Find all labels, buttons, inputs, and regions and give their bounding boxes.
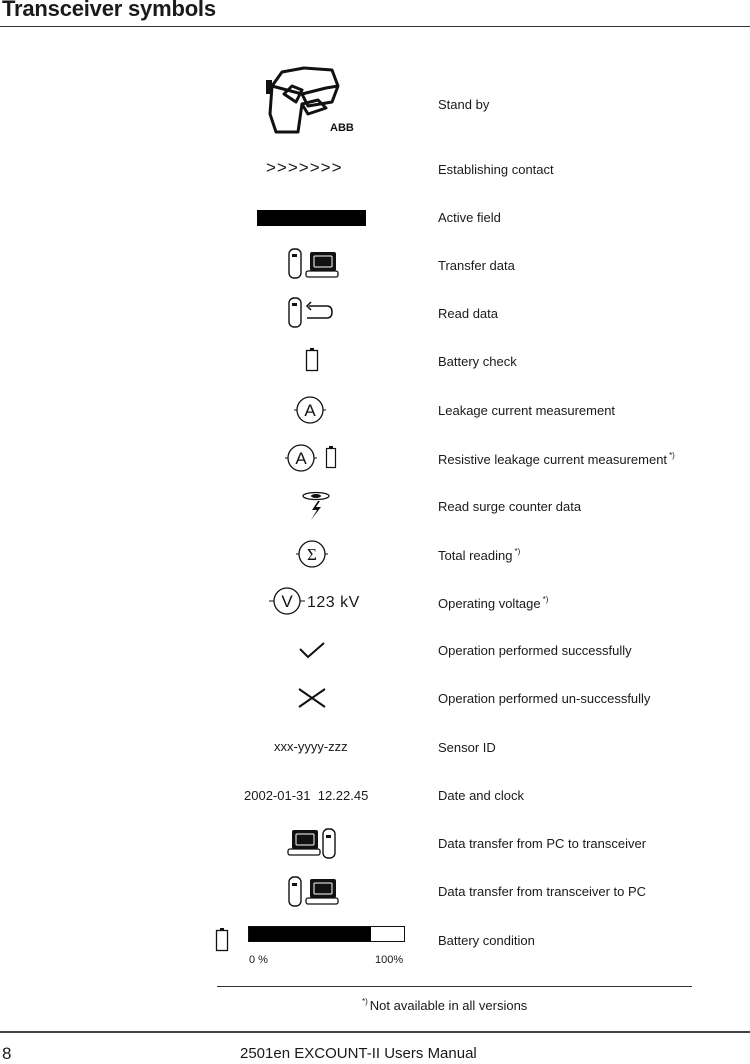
voltmeter-icon xyxy=(267,586,307,616)
label-read-data: Read data xyxy=(438,306,498,321)
title-divider xyxy=(0,26,750,27)
label-success: Operation performed successfully xyxy=(438,643,632,658)
surge-lightning-icon xyxy=(300,489,332,521)
svg-text:Σ: Σ xyxy=(307,545,317,564)
battery-level-fill xyxy=(249,927,371,941)
label-leakage-current: Leakage current measurement xyxy=(438,403,616,418)
svg-text:A: A xyxy=(304,401,316,420)
battery-icon xyxy=(305,347,321,373)
manual-title: 2501en EXCOUNT-II Users Manual xyxy=(240,1045,477,1062)
voltage-value: 123 kV xyxy=(307,594,360,611)
cross-icon xyxy=(296,686,328,710)
battery-level-bar xyxy=(248,926,405,942)
establishing-arrows: >>>>>>> xyxy=(266,158,343,177)
label-establishing-contact: Establishing contact xyxy=(438,162,554,177)
label-transfer-data: Transfer data xyxy=(438,258,515,273)
battery-condition-icon xyxy=(215,927,231,953)
pc-to-transceiver-icon xyxy=(286,826,342,862)
label-battery-check: Battery check xyxy=(438,354,517,369)
checkmark-icon xyxy=(297,639,327,661)
page-number: 8 xyxy=(2,1044,12,1063)
sensor-id-value: xxx-yyyy-zzz xyxy=(274,739,348,754)
footnote: *) Not available in all versions xyxy=(362,997,528,1013)
svg-text:A: A xyxy=(295,449,307,468)
label-surge-counter: Read surge counter data xyxy=(438,499,582,514)
label-operating-voltage: Operating voltage *) xyxy=(438,595,549,611)
transceiver-to-pc-icon xyxy=(286,874,342,910)
footer-divider xyxy=(0,1031,750,1033)
abb-logo: ABB xyxy=(330,122,354,134)
label-transceiver-to-pc: Data transfer from transceiver to PC xyxy=(438,884,647,899)
label-resistive-leakage: Resistive leakage current measurement *) xyxy=(438,451,675,467)
sigma-icon xyxy=(294,539,330,569)
transceiver-standby-icon xyxy=(262,64,362,136)
label-fail: Operation performed un-successfully xyxy=(438,691,651,706)
label-date-clock: Date and clock xyxy=(438,788,524,803)
transfer-data-icon xyxy=(286,246,342,282)
label-sensor-id: Sensor ID xyxy=(438,740,496,755)
footnote-divider xyxy=(217,986,692,987)
label-stand-by: Stand by xyxy=(438,97,490,112)
active-field-bar-icon xyxy=(257,210,366,226)
label-active-field: Active field xyxy=(438,210,501,225)
read-data-icon xyxy=(287,295,335,331)
ammeter-battery-icon xyxy=(283,443,339,473)
battery-scale-max: 100% xyxy=(375,954,404,966)
label-pc-to-transceiver: Data transfer from PC to transceiver xyxy=(438,836,647,851)
page-title: Transceiver symbols xyxy=(2,0,216,21)
svg-text:V: V xyxy=(281,592,293,611)
label-total-reading: Total reading *) xyxy=(438,547,521,563)
date-clock-value: 2002-01-31 12.22.45 xyxy=(244,788,369,803)
label-battery-condition: Battery condition xyxy=(438,933,535,948)
battery-scale-min: 0 % xyxy=(249,954,268,966)
ammeter-icon xyxy=(292,395,328,425)
